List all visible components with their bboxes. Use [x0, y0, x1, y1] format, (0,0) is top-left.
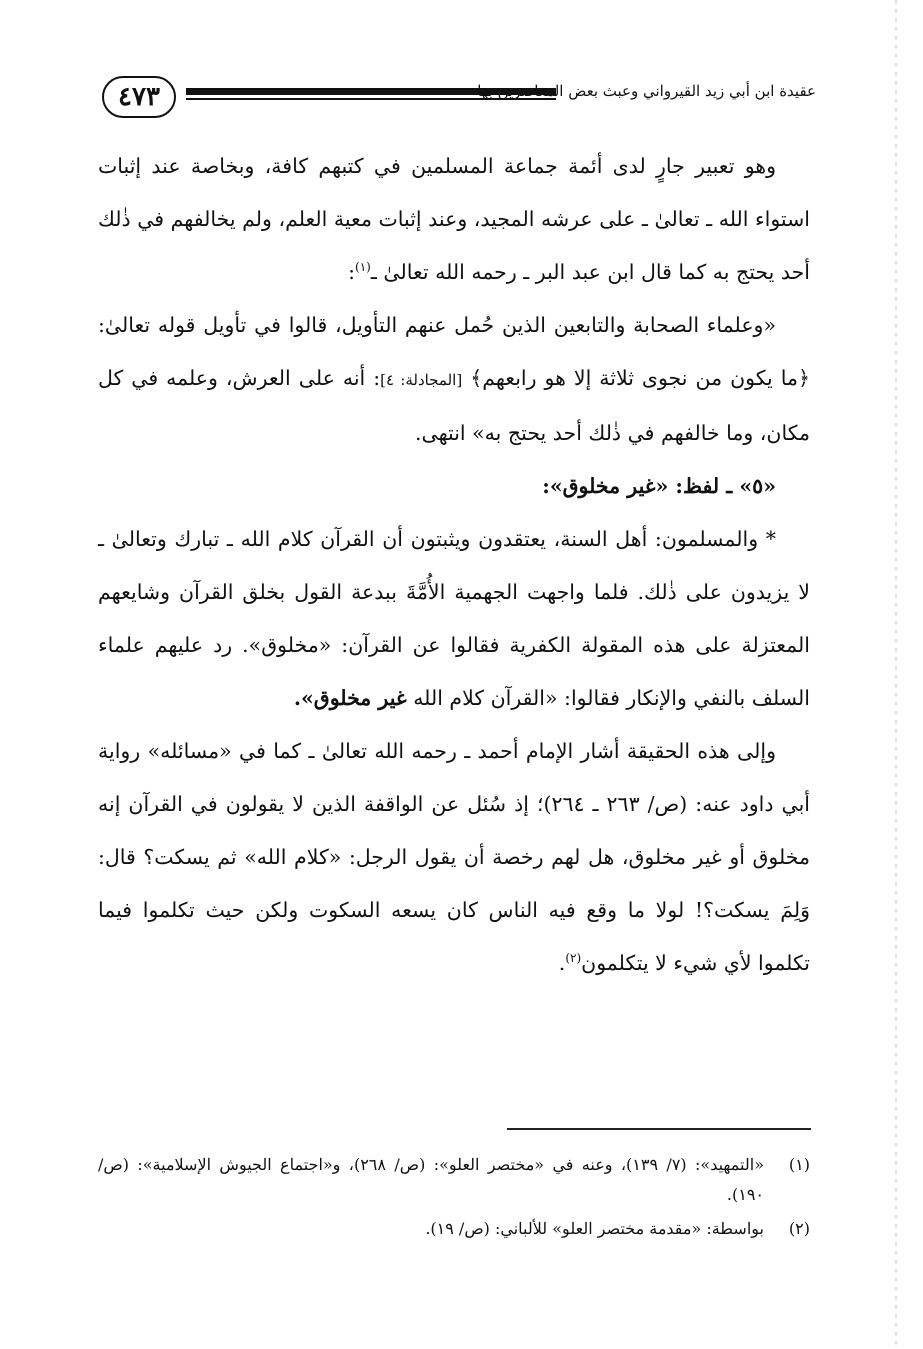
paragraph-1	[98, 140, 810, 299]
text-line: وهو تعبير جارٍ لدى أئمة جماعة المسلمين في كتبهم كافة، وبخاصة	[190, 154, 776, 178]
footnote-number: (١)	[788, 1155, 810, 1174]
text-line: قوله تعالىٰ: ﴿ما يكون من نجوى ثلاثة إلا هو رابعهم﴾	[98, 313, 810, 390]
footnote-item	[98, 1214, 810, 1244]
footnote-number: (٢)	[788, 1219, 810, 1238]
quran-citation: [المجادلة: ٤]	[380, 371, 463, 389]
footnote-ref: (٢)	[565, 951, 582, 966]
page-number-badge	[102, 76, 176, 118]
text-line: عند إثبات استواء الله ـ تعالىٰ ـ على عرشه المجيد، وعند إثبات معية العلم،	[98, 154, 810, 231]
text-line: * والمسلمون: أهل السنة، يعتقدون ويثبتون أن القرآن كلام الله ـ تبارك	[174, 527, 776, 551]
text-line-tail: : أنه على	[298, 366, 381, 390]
text-line-tail: .	[558, 951, 566, 975]
text-line: وإلى هذه الحقيقة أشار الإمام أحمد ـ رحمه الله تعالىٰ ـ كما في «مسائله»	[147, 739, 776, 763]
text-line: رواية أبي داود عنه: (ص/ ٢٦٣ ـ ٢٦٤)؛ إذ سُئل عن الواقفة الذين لا يقولون	[98, 739, 810, 816]
text-line: العرش، وعلمه في كل مكان، وما خالفهم في ذٰلك أحد يحتج به» انتهى.	[98, 366, 810, 445]
text-line: وتعالىٰ ـ لا يزيدون على ذٰلك. فلما واجهت الجهمية الأُمَّةَ ببدعة القول بخلق	[98, 527, 810, 604]
footnote-text: «التمهيد»: (٧/ ١٣٩)، وعنه في «مختصر العلو»: (ص/ ٢٦٨)، و«اجتماع الجيوش الإسلامية»: (ص/ ١٩٠).	[98, 1155, 764, 1204]
footnote-separator	[507, 1128, 811, 1130]
text-line: «مخلوق». رد عليهم علماء السلف بالنفي والإنكار فقالوا: «القرآن كلام الله	[98, 633, 810, 710]
scan-margin-artifact	[895, 0, 897, 1349]
quote-paragraph	[98, 299, 810, 460]
main-text	[98, 140, 810, 990]
footnotes	[98, 1150, 810, 1248]
paragraph-2	[98, 513, 810, 725]
text-line-tail: :	[348, 260, 356, 284]
page-number: ٤٧٣	[118, 82, 160, 112]
text-line: تعالىٰ ـ	[370, 260, 429, 284]
text-line: ولم يخالفهم في ذٰلك أحد يحتج به كما قال ابن عبد البر ـ رحمه الله	[98, 207, 810, 284]
footnote-ref: (١)	[355, 260, 371, 275]
text-line: غير مخلوق».	[293, 686, 407, 710]
running-header	[96, 72, 816, 122]
footnote-item	[98, 1150, 810, 1210]
paragraph-3	[98, 725, 810, 990]
footnote-text: بواسطة: «مقدمة مختصر العلو» للألباني: (ص/ ١٩).	[425, 1219, 764, 1238]
text-line: السكوت ولكن حيث تكلموا فيما تكلموا لأي شيء لا يتكلمون	[98, 898, 810, 975]
text-line: الله» ثم يسكت؟ قال: وَلِمَ يسكت؟! لولا ما وقع فيه الناس كان يسعه	[98, 845, 810, 922]
running-title: عقيدة ابن أبي زيد القيرواني وعبث بعض المعاصرين بها	[477, 82, 816, 100]
text-line: «وعلماء الصحابة والتابعين الذين حُمل عنهم التأويل، قالوا في تأويل	[203, 313, 776, 337]
text-line: القرآن وشايعهم المعتزلة على هذه المقولة الكفرية فقالوا عن القرآن:	[98, 580, 810, 657]
text-line: في القرآن إنه مخلوق أو غير مخلوق، هل لهم رخصة أن يقول الرجل: «كلام	[98, 792, 810, 869]
section-heading: «٥» ـ لفظ: «غير مخلوق»:	[542, 474, 776, 498]
